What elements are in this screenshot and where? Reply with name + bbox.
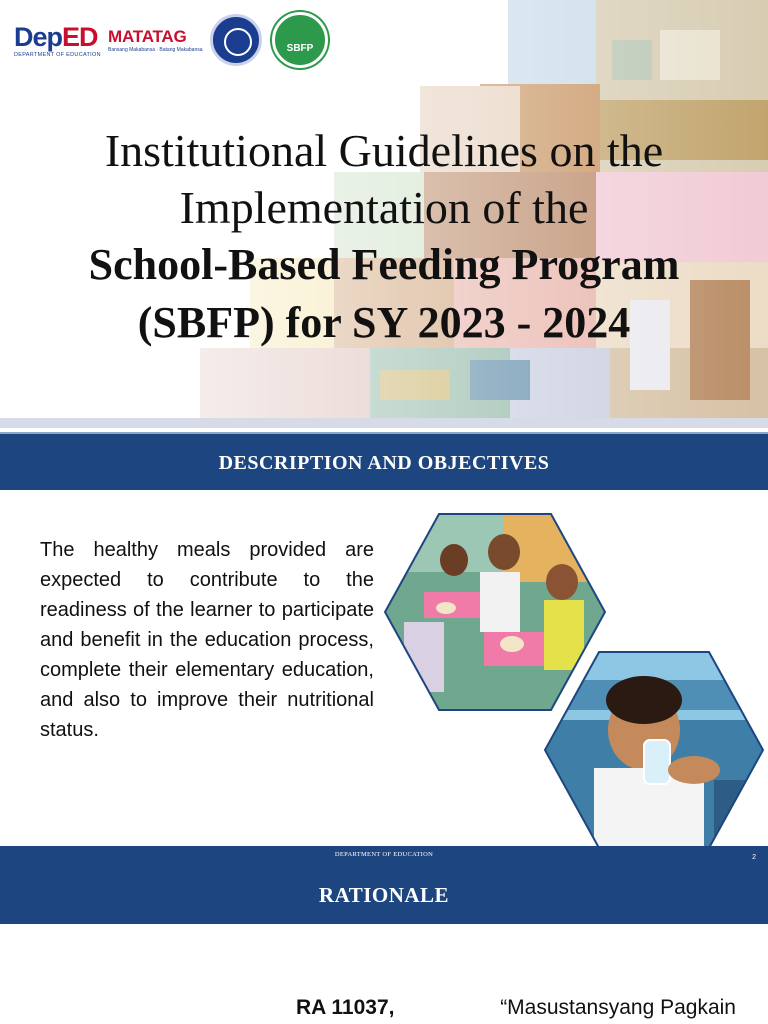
- title-line-4: (SBFP) for SY 2023 - 2024: [137, 298, 631, 347]
- title-line-1: Institutional Guidelines on the: [104, 125, 664, 176]
- section-heading-rationale: RATIONALE: [0, 866, 768, 924]
- description-slide: [0, 428, 768, 866]
- title-slide: [0, 0, 768, 428]
- title-line-2: Implementation of the: [179, 182, 589, 233]
- sbfp-logo-label: SBFP: [286, 43, 314, 54]
- sbfp-logo: [272, 12, 328, 68]
- description-paragraph: The healthy meals provided are expected to contribute to the readiness of the learner to participate and benefit in the education process, complete their elementary education, and also to improve their nutritional status.: [40, 539, 374, 741]
- matatag-logo: [108, 27, 203, 53]
- deped-word-ed: ED: [62, 21, 98, 52]
- rationale-slide: [0, 866, 768, 1024]
- deped-subtitle: DEPARTMENT OF EDUCATION: [14, 51, 101, 58]
- slide-footer: [0, 846, 768, 866]
- deped-word-dep: Dep: [14, 21, 63, 52]
- seal-icon: [210, 14, 262, 66]
- ra-number: RA 11037,: [296, 996, 395, 1019]
- page-number: 2: [752, 854, 756, 861]
- title-line-3: School-Based Feeding Program: [88, 240, 680, 289]
- deped-wordmark: [14, 23, 98, 51]
- slide-title: [0, 122, 768, 352]
- child-drinking-photo: [544, 650, 764, 850]
- header-logos: [14, 12, 328, 68]
- section-heading-description: DESCRIPTION AND OBJECTIVES: [0, 432, 768, 490]
- deped-logo: [14, 21, 101, 58]
- ra-citation: [296, 996, 736, 1020]
- footer-department: DEPARTMENT OF EDUCATION: [334, 851, 434, 858]
- matatag-wordmark: MATATAG: [108, 27, 187, 46]
- slide-divider: [0, 418, 768, 428]
- matatag-subtitle: Bansang Makabansa · Batang Makabansa: [108, 47, 203, 53]
- ra-title: “Masustansyang Pagkain: [500, 996, 736, 1019]
